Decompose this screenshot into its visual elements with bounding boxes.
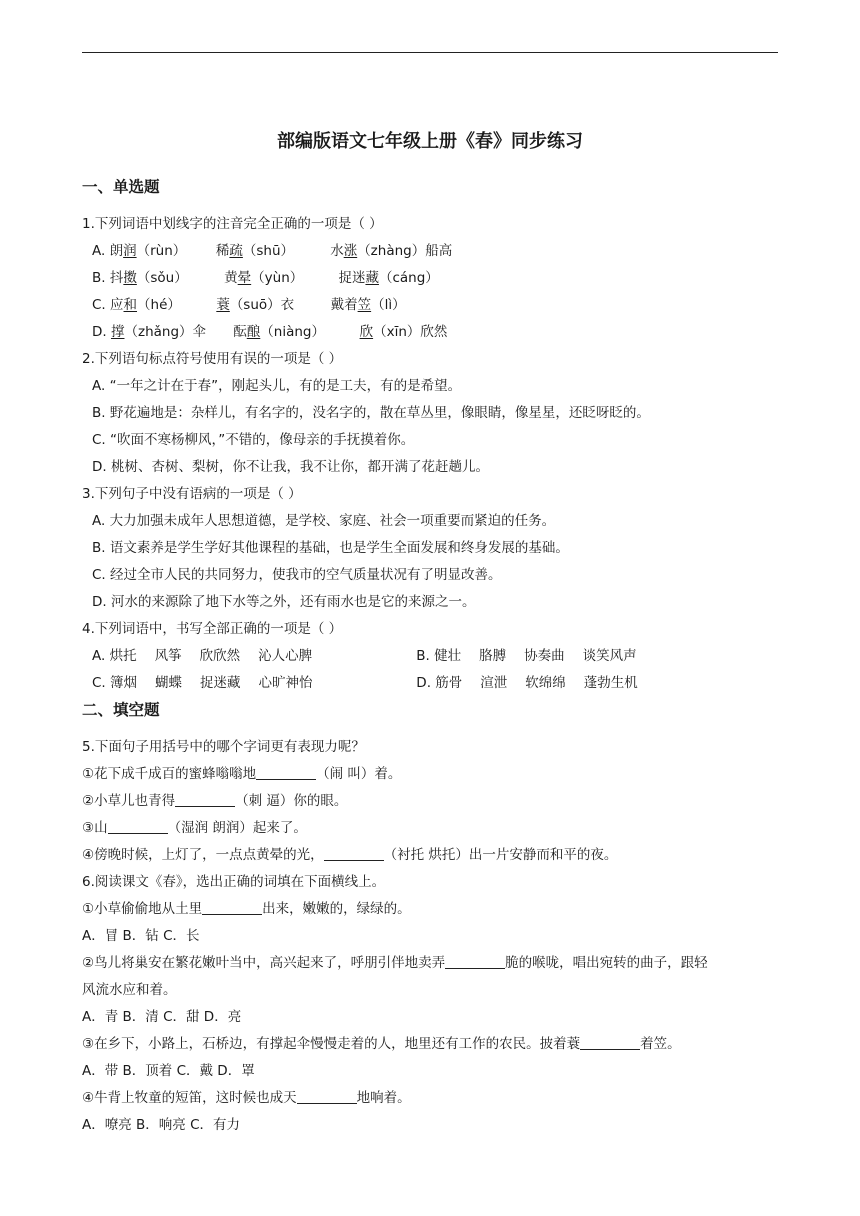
- question-1-option-d: D. 撑（zhǎng）伞 酝酿（niàng） 欣（xīn）欣然: [92, 324, 448, 340]
- question-3-option-a: A. 大力加强未成年人思想道德，是学校、家庭、社会一项重要而紧迫的任务。: [92, 513, 556, 529]
- answer-blank: [297, 1088, 357, 1104]
- answer-blank: [580, 1034, 640, 1050]
- question-6-item-4-options: A．嘹亮 B．响亮 C．有力: [82, 1117, 241, 1133]
- question-1-stem: 1.下列词语中划线字的注音完全正确的一项是（ ）: [82, 216, 383, 232]
- question-6-item-1: ①小草偷偷地从土里 出来，嫩嫩的，绿绿的。: [82, 901, 411, 917]
- section-heading-single-choice: 一、单选题: [82, 178, 160, 196]
- question-3-option-d: D. 河水的来源除了地下水等之外，还有雨水也是它的来源之一。: [92, 594, 476, 610]
- question-4-stem: 4.下列词语中，书写全部正确的一项是（ ）: [82, 621, 343, 637]
- answer-blank: [445, 953, 505, 969]
- question-2-stem: 2.下列语句标点符号使用有误的一项是（ ）: [82, 351, 343, 367]
- question-3-option-b: B. 语文素养是学生学好其他课程的基础，也是学生全面发展和终身发展的基础。: [92, 540, 569, 556]
- answer-blank: [175, 791, 235, 807]
- question-6-item-4: ④牛背上牧童的短笛，这时候也成天 地响着。: [82, 1090, 411, 1106]
- question-2-option-d: D. 桃树、杏树、梨树，你不让我，我不让你，都开满了花赶趟儿。: [92, 459, 489, 475]
- question-2-option-a: A. “一年之计在于春”，刚起头儿，有的是工夫，有的是希望。: [92, 378, 462, 394]
- page-title: 部编版语文七年级上册《春》同步练习: [277, 131, 583, 152]
- question-4-options-ab: A. 烘托 风筝 欣欣然 沁人心脾 B. 健壮 胳膊 协奏曲 谈笑风声: [92, 648, 637, 664]
- question-2-option-c: C. “吹面不寒杨柳风，”不错的，像母亲的手抚摸着你。: [92, 432, 415, 448]
- header-rule: [82, 52, 778, 53]
- answer-blank: [324, 845, 384, 861]
- question-6-item-2-options: A．青 B．清 C．甜 D．亮: [82, 1009, 242, 1025]
- question-1-option-c: C. 应和（hé） 蓑（suō）衣 戴着笠（lì）: [92, 297, 406, 313]
- question-6-item-2: ②鸟儿将巢安在繁花嫩叶当中，高兴起来了，呼朋引伴地卖弄 脆的喉咙，唱出宛转的曲子，跟轻: [82, 955, 708, 971]
- question-5-item-1: ①花下成千成百的蜜蜂嗡嗡地 （闹 叫）着。: [82, 766, 402, 782]
- question-5-item-3: ③山 （湿润 朗润）起来了。: [82, 820, 307, 836]
- question-6-stem: 6.阅读课文《春》，选出正确的词填在下面横线上。: [82, 874, 386, 890]
- question-1-option-a: A. 朗润（rùn） 稀疏（shū） 水涨（zhàng）船高: [92, 243, 453, 259]
- section-heading-fill-in: 二、填空题: [82, 701, 160, 719]
- question-2-option-b: B. 野花遍地是：杂样儿，有名字的，没名字的，散在草丛里，像眼睛，像星星，还眨呀眨的。: [92, 405, 650, 421]
- question-5-item-2: ②小草儿也青得 （刺 逼）你的眼。: [82, 793, 348, 809]
- question-1-option-b: B. 抖擞（sǒu） 黄晕（yùn） 捉迷藏（cáng）: [92, 270, 439, 286]
- answer-blank: [108, 818, 168, 834]
- question-6-item-3: ③在乡下，小路上，石桥边，有撑起伞慢慢走着的人，地里还有工作的农民。披着蓑 着笠。: [82, 1036, 681, 1052]
- worksheet-body: [82, 174, 782, 1139]
- question-3-stem: 3.下列句子中没有语病的一项是（ ）: [82, 486, 302, 502]
- question-6-item-2-cont: 风流水应和着。: [82, 982, 177, 998]
- question-6-item-1-options: A．冒 B．钻 C．长: [82, 928, 200, 944]
- question-5-item-4: ④傍晚时候，上灯了，一点点黄晕的光， （衬托 烘托）出一片安静而和平的夜。: [82, 847, 618, 863]
- answer-blank: [202, 899, 262, 915]
- question-4-options-cd: C. 簿烟 蝴蝶 捉迷藏 心旷神怡 D. 筋骨 渲泄 软绵绵 蓬勃生机: [92, 675, 638, 691]
- question-3-option-c: C. 经过全市人民的共同努力，使我市的空气质量状况有了明显改善。: [92, 567, 502, 583]
- question-5-stem: 5.下面句子用括号中的哪个字词更有表现力呢？: [82, 739, 365, 755]
- answer-blank: [256, 764, 316, 780]
- question-6-item-3-options: A．带 B．顶着 C．戴 D．罩: [82, 1063, 255, 1079]
